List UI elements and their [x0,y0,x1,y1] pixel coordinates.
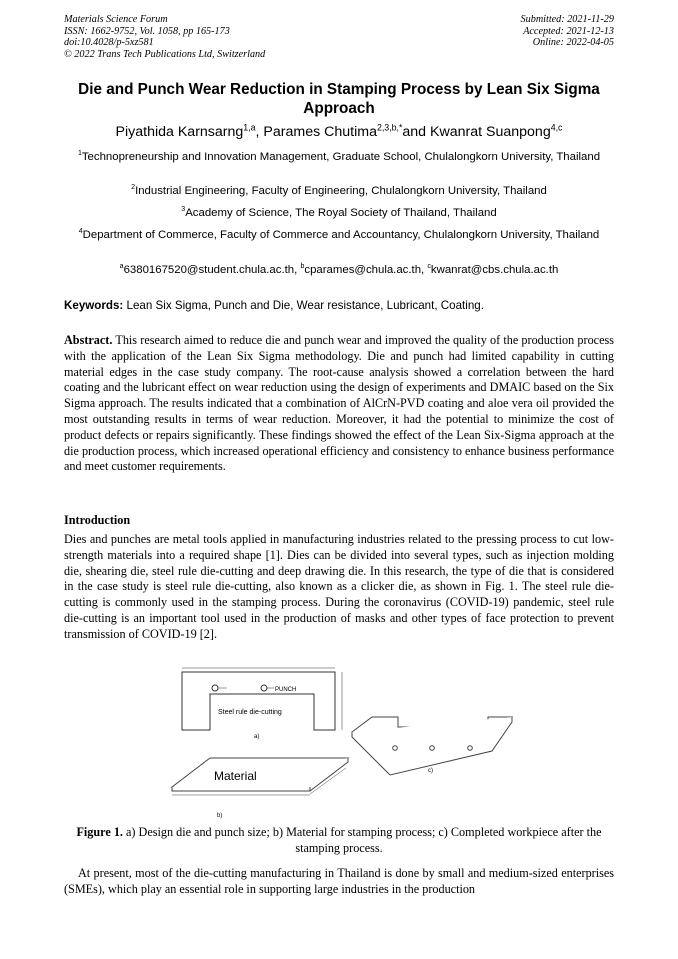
paper-title: Die and Punch Wear Reduction in Stamping Process by Lean Six Sigma Approach [78,81,600,117]
material-label: Material [214,769,257,783]
keywords-label: Keywords: [64,299,124,312]
journal-doi: doi:10.4028/p-5xz581 [64,37,154,49]
email-a[interactable]: 6380167520@student.chula.ac.th, [123,264,301,276]
figure-1-caption [64,825,614,856]
accepted-date: Accepted: 2021-12-13 [523,25,614,37]
journal-name: Materials Science Forum [64,14,168,25]
author-2: Parames Chutima [263,124,377,140]
affiliation-1-text: Technopreneurship and Innovation Management, Graduate School, Chulalongkorn University, Thailand [81,151,601,163]
introduction-paragraph-1: Dies and punches are metal tools applied in manufacturing industries related to the pressing process to cut low-strength materials into a required shape [1]. Dies can be divided into several types, such as injection molding die, shearing die, steel rule die-cutting and deep drawing die. In this research, the type of die that is considered in the case study is steel rule die-cutting, also known as a clicker die, as shown in Fig. 1. The steel rule die-cutting is commonly used in the stamping process. During the coronavirus (COVID-19) pandemic, steel rule die-cutting is an important tool used in the production of masks and other types of face protection to prevent transmission of COVID-19 [2]. [64,532,614,641]
figure-1-drawing [170,662,522,824]
die-label: Steel rule die-cutting [218,709,282,716]
figure-1b-material-drawing [172,758,348,795]
figure-1c-workpiece-drawing [352,717,512,775]
author-3-sup: 4,c [550,122,563,133]
abstract-label: Abstract. [64,333,113,347]
introduction-heading: Introduction [64,513,131,527]
figure-1b-label: b) [217,813,223,819]
online-date: Online: 2022-04-05 [532,37,614,49]
author-2-sup: 2,3,b,* [376,122,403,133]
affiliation-3-sup: 3 [181,206,186,214]
keywords-text: Lean Six Sigma, Punch and Die, Wear resistance, Lubricant, Coating. [123,299,484,312]
author-separator: , [255,124,264,140]
email-a-sup: a [119,263,124,271]
affiliation-2 [64,184,614,200]
figure-1-caption-label: Figure 1. [76,825,123,839]
journal-header-left [64,14,265,60]
affiliation-3-text: Academy of Science, The Royal Society of Thailand, Thailand [185,207,497,219]
punch-label: PUNCH [275,687,297,693]
affiliation-4-text: Department of Commerce, Faculty of Commerce and Accountancy, Chulalongkorn University, Thailand [82,229,600,241]
affiliation-2-text: Industrial Engineering, Faculty of Engineering, Chulalongkorn University, Thailand [135,185,547,197]
email-b-sup: b [300,263,305,271]
author-3: and Kwanrat Suanpong [402,124,551,140]
affiliation-3 [64,206,614,222]
journal-issn: ISSN: 1662-9752, Vol. 1058, pp 165-173 [64,25,230,37]
email-b[interactable]: cparames@chula.ac.th, [304,264,428,276]
keywords [64,298,484,313]
affiliation-1 [64,150,614,166]
affiliation-1-sup: 1 [77,150,82,158]
affiliation-4 [64,228,614,244]
figure-1a-label: a) [254,734,260,740]
figure-1a-die-drawing [182,668,342,730]
abstract [64,333,614,475]
author-emails [64,263,614,279]
author-list [64,123,614,141]
author-1-sup: 1,a [243,122,256,133]
abstract-text: This research aimed to reduce die and punch wear and improved the quality of the production process with the application of the Lean Six Sigma methodology. Die and punch had limited capability in cutting material edges in the case study company. The root-cause analysis showed a correlation between the hard coating and the lubricant effect on wear reduction using the design of experiments and DMAIC based on the Six Sigma approach. The results indicated that a combination of AlCrN-PVD coating and aloe vera oil provided the most outstanding results in terms of wear reduction. Moreover, it had the potential to minimize the cost of product defects or repairs significantly. These findings showed the effect of the Lean Six-Sigma approach at the die production process, which increased operational efficiency and consistency to enhance business performance and meet customer requirements. [64,333,614,474]
email-c-sup: c [427,263,431,271]
author-1: Piyathida Karnsarng [115,124,244,140]
affiliation-4-sup: 4 [78,228,83,236]
affiliation-2-sup: 2 [131,184,136,192]
email-c[interactable]: kwanrat@cbs.chula.ac.th [430,264,559,276]
figure-1c-label: c) [428,768,433,774]
introduction-paragraph-2: At present, most of the die-cutting manufacturing in Thailand is done by small and medium-sized enterprises (SMEs), which play an essential role in supporting large industries in the production [64,866,614,896]
figure-1-caption-text: a) Design die and punch size; b) Material for stamping process; c) Completed workpiece after the stamping process. [122,825,602,855]
submitted-date: Submitted: 2021-11-29 [520,14,614,25]
journal-copyright: © 2022 Trans Tech Publications Ltd, Switzerland [64,48,266,60]
journal-header-right [521,14,614,49]
